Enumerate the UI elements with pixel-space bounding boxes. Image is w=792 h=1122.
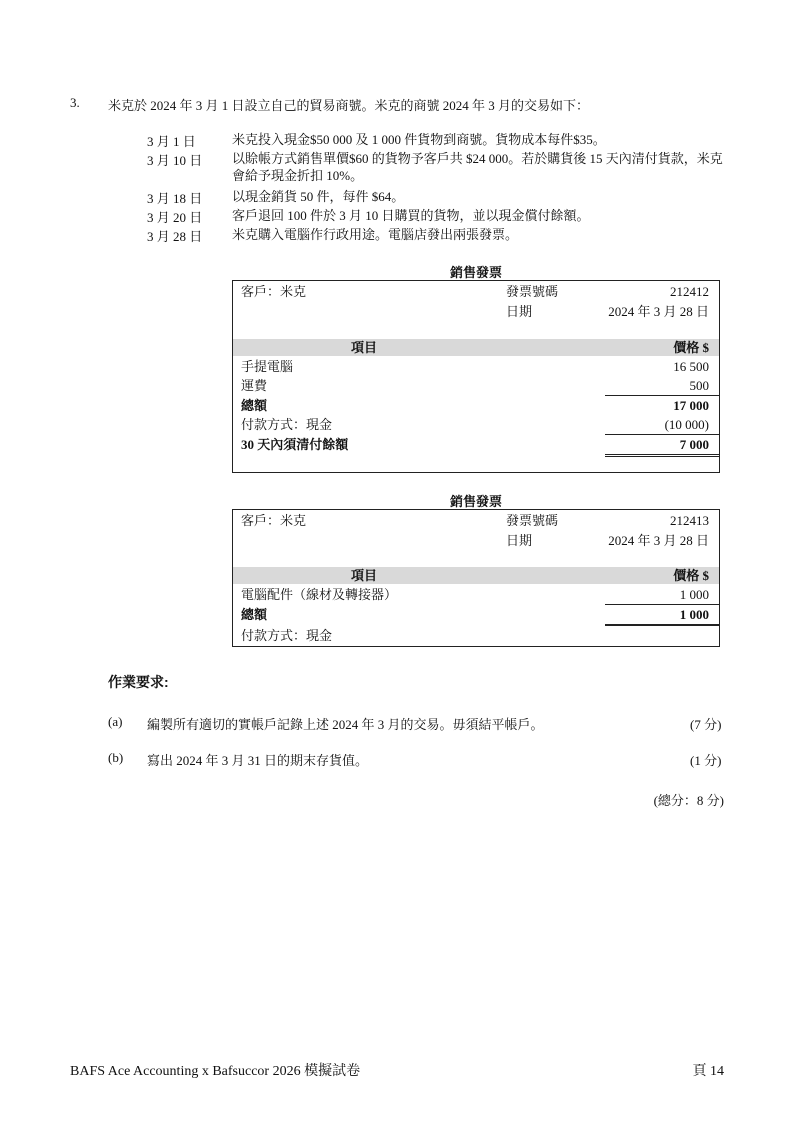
price-header: 價格 $	[673, 568, 709, 583]
invoice-header-row	[233, 339, 719, 356]
balance-rule	[605, 434, 719, 435]
item-price: 1 000	[679, 587, 709, 602]
invoice-date: 2024 年 3 月 28 日	[608, 533, 709, 548]
invoice-number: 212412	[670, 284, 709, 299]
invoice-title: 銷售發票	[449, 494, 502, 509]
payment-label: 付款方式：現金	[241, 417, 333, 432]
item-header: 項目	[351, 340, 378, 355]
transaction-text: 米克購入電腦作行政用途。電腦店發出兩張發票。	[232, 227, 519, 242]
transaction-date: 3 月 10 日	[147, 153, 203, 168]
page-number: 頁 14	[692, 1064, 724, 1079]
transaction-text: 以賒帳方式銷售單價$60 的貨物予客戶共 $24 000。若於購貨後 15 天內清付貨款，米克會給予現金折扣 10%。	[232, 151, 723, 183]
invoice-title: 銷售發票	[449, 265, 502, 280]
item-price: 500	[689, 378, 709, 393]
invoice-date-label: 日期	[506, 533, 533, 548]
requirement-text: 寫出 2024 年 3 月 31 日的期末存貨值。	[147, 753, 369, 768]
invoice-total-row	[233, 397, 719, 414]
invoice-total-row	[233, 606, 719, 623]
transaction-item	[147, 207, 732, 224]
requirement-marks: (1 分)	[690, 753, 722, 768]
invoice-payment-row	[233, 416, 719, 433]
invoice-number: 212413	[670, 513, 709, 528]
total-value: 17 000	[673, 398, 709, 413]
invoice-date-label: 日期	[506, 304, 533, 319]
footer-title: BAFS Ace Accounting x Bafsuccor 2026 模擬試卷	[70, 1064, 361, 1079]
payment-label: 付款方式：現金	[241, 628, 333, 643]
invoice-date: 2024 年 3 月 28 日	[608, 304, 709, 319]
sales-invoice-212413	[232, 509, 720, 647]
transaction-date: 3 月 18 日	[147, 191, 203, 206]
question-number: 3.	[70, 95, 80, 110]
requirement-text: 編製所有適切的實帳戶記錄上述 2024 年 3 月的交易。毋須結平帳戶。	[147, 717, 544, 732]
invoice-number-label: 發票號碼	[506, 284, 559, 299]
total-label: 總額	[241, 398, 268, 413]
transaction-date: 3 月 1 日	[147, 134, 196, 149]
sales-invoice-212412	[232, 280, 720, 473]
requirement-label: (a)	[108, 714, 123, 729]
item-name: 運費	[241, 378, 268, 393]
invoice-customer: 客戶：米克	[241, 513, 307, 528]
total-marks: (總分：8 分)	[653, 793, 724, 808]
transaction-item	[147, 150, 732, 184]
transaction-text: 米克投入現金$50 000 及 1 000 件貨物到商號。貨物成本每件$35。	[232, 132, 606, 147]
item-name: 手提電腦	[241, 359, 294, 374]
question-intro: 米克於 2024 年 3 月 1 日設立自己的貿易商號。米克的商號 2024 年 3 月的交易如下：	[108, 98, 590, 113]
item-price: 16 500	[673, 359, 709, 374]
invoice-payment-row	[233, 627, 719, 644]
payment-value: (10 000)	[664, 417, 709, 432]
requirements-heading: 作業要求:	[108, 674, 169, 690]
double-underline	[605, 454, 719, 457]
item-header: 項目	[351, 568, 378, 583]
transaction-item	[147, 226, 732, 243]
transaction-item	[147, 131, 732, 148]
price-header: 價格 $	[673, 340, 709, 355]
total-label: 總額	[241, 607, 268, 622]
requirement-label: (b)	[108, 750, 124, 765]
transaction-text: 客戶退回 100 件於 3 月 10 日購買的貨物，並以現金償付餘額。	[232, 208, 590, 223]
invoice-line-item	[233, 358, 719, 375]
invoice-balance-row	[233, 436, 719, 453]
total-value: 1 000	[679, 607, 709, 622]
transaction-item	[147, 188, 732, 205]
total-underline	[605, 624, 719, 626]
invoice-line-item	[233, 377, 719, 394]
subtotal-rule	[605, 604, 719, 605]
balance-value: 7 000	[679, 437, 709, 452]
balance-label: 30 天內須清付餘額	[241, 437, 349, 452]
item-name: 電腦配件（線材及轉接器）	[241, 587, 398, 602]
transaction-date: 3 月 28 日	[147, 229, 203, 244]
invoice-line-item	[233, 586, 719, 603]
invoice-header-row	[233, 567, 719, 584]
subtotal-rule	[605, 395, 719, 396]
transaction-date: 3 月 20 日	[147, 210, 203, 225]
requirement-marks: (7 分)	[690, 717, 722, 732]
transaction-text: 以現金銷貨 50 件，每件 $64。	[232, 189, 405, 204]
invoice-customer: 客戶：米克	[241, 284, 307, 299]
invoice-number-label: 發票號碼	[506, 513, 559, 528]
